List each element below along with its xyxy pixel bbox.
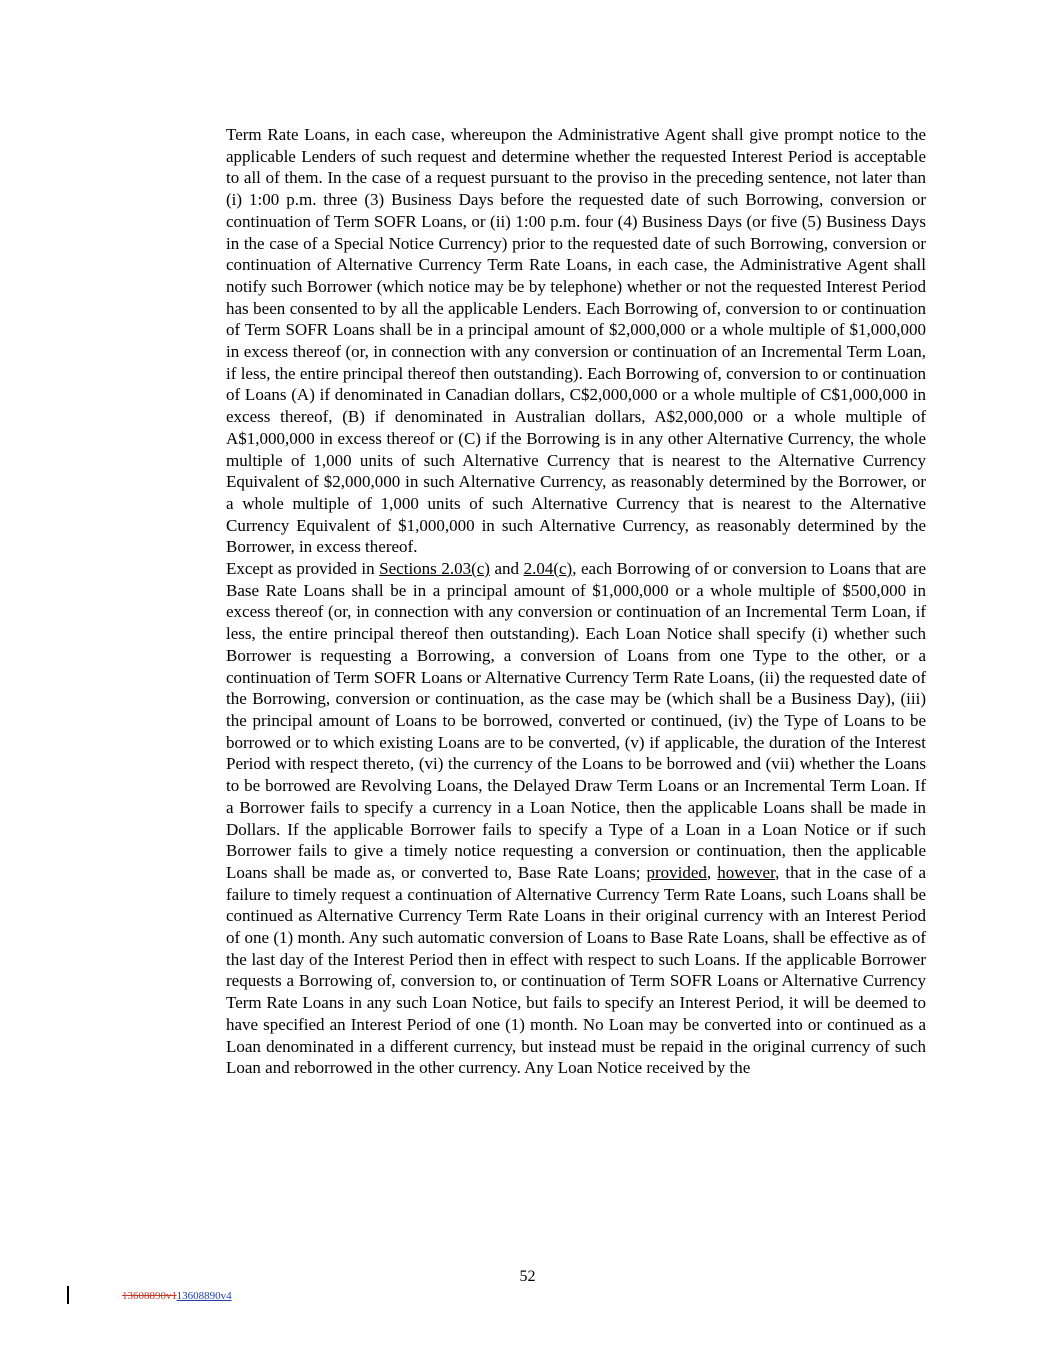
text-run: and xyxy=(489,559,524,579)
text-run: , that in the case of a failure to timely request a continuation of Alternative Currency Term Rate Loans, such Loans shall be continued as Alternative Currency Term Rate Loans in their original currency with an Interest Period of one (1) month. Any such automatic conversion of Loans to Base Rate Loans, shall be effective as of the last day of the Interest Period then in effect with respect to such Loans. If the applicable Borrower requests a Borrowing of, conversion to, or continuation of Term SOFR Loans or Alternative Currency Term Rate Loans in any such Loan Notice, but fails to specify an Interest Period, it will be deemed to have specified an Interest Period of one (1) month. No Loan may be converted into or continued as a Loan denominated in a different currency, but instead must be repaid in the original currency of such Loan and reborrowed in the other currency. Any Loan Notice received by the xyxy=(226,862,927,1078)
change-bar xyxy=(67,1286,69,1304)
section-reference-2-04c: 2.04(c) xyxy=(523,559,573,579)
section-reference-2-03c: Sections 2.03(c) xyxy=(379,559,490,579)
text-run: Except as provided in xyxy=(226,559,380,579)
however-term: however xyxy=(717,862,776,882)
provided-term: provided xyxy=(646,862,707,882)
text-run: , xyxy=(706,862,718,882)
paragraph-2 xyxy=(226,558,926,1079)
document-id-old: 13608890v1 xyxy=(122,1290,177,1302)
text-run: , each Borrowing of or conversion to Loans that are Base Rate Loans shall be in a principal amount of $1,000,000 or a whole multiple of $500,000 in excess thereof (or, in connection with any conversion or continuation of an Incremental Term Loan, if less, the entire principal thereof then outstanding). Each Loan Notice shall specify (i) whether such Borrower is requesting a Borrowing, a conversion of Loans from one Type to the other, or a continuation of Term SOFR Loans or Alternative Currency Term Rate Loans, (ii) the requested date of the Borrowing, conversion or continuation, as the case may be (which shall be a Business Day), (iii) the principal amount of Loans to be borrowed, converted or continued, (iv) the Type of Loans to be borrowed or to which existing Loans are to be converted, (v) if applicable, the duration of the Interest Period with respect thereto, (vi) the currency of the Loans to be borrowed and (vii) whether the Loans to be borrowed are Revolving Loans, the Delayed Draw Term Loans or an Incremental Term Loan. If a Borrower fails to specify a currency in a Loan Notice, then the applicable Loans shall be made in Dollars. If the applicable Borrower fails to specify a Type of a Loan in a Loan Notice or if such Borrower fails to give a timely notice requesting a conversion or continuation, then the applicable Loans shall be made as, or converted to, Base Rate Loans; xyxy=(226,559,926,882)
page-number: 52 xyxy=(519,1268,536,1285)
document-body xyxy=(226,124,926,1079)
paragraph-1: Term Rate Loans, in each case, whereupon the Administrative Agent shall give prompt notice to the applicable Lenders of such request and determine whether the requested Interest Period is acceptable to all of them. In the case of a request pursuant to the proviso in the preceding sentence, not later than (i) 1:00 p.m. three (3) Business Days before the requested date of such Borrowing, conversion or continuation of Term SOFR Loans, or (ii) 1:00 p.m. four (4) Business Days (or five (5) Business Days in the case of a Special Notice Currency) prior to the requested date of such Borrowing, conversion or continuation of Alternative Currency Term Rate Loans, in each case, the Administrative Agent shall notify such Borrower (which notice may be by telephone) whether or not the requested Interest Period has been consented to by all the applicable Lenders. Each Borrowing of, conversion to or continuation of Term SOFR Loans shall be in a principal amount of $2,000,000 or a whole multiple of $1,000,000 in excess thereof (or, in connection with any conversion or continuation of an Incremental Term Loan, if less, the entire principal thereof then outstanding). Each Borrowing of, conversion to or continuation of Loans (A) if denominated in Canadian dollars, C$2,000,000 or a whole multiple of C$1,000,000 in excess thereof, (B) if denominated in Australian dollars, A$2,000,000 or a whole multiple of A$1,000,000 in excess thereof or (C) if the Borrowing is in any other Alternative Currency, the whole multiple of 1,000 units of such Alternative Currency that is nearest to the Alternative Currency Equivalent of $2,000,000 in such Alternative Currency, as reasonably determined by the Borrower, or a whole multiple of 1,000 units of such Alternative Currency that is nearest to the Alternative Currency Equivalent of $1,000,000 in such Alternative Currency, as reasonably determined by the Borrower, in excess thereof. xyxy=(226,125,926,557)
document-id xyxy=(122,1290,232,1302)
document-id-new: 13608890v4 xyxy=(176,1290,232,1302)
